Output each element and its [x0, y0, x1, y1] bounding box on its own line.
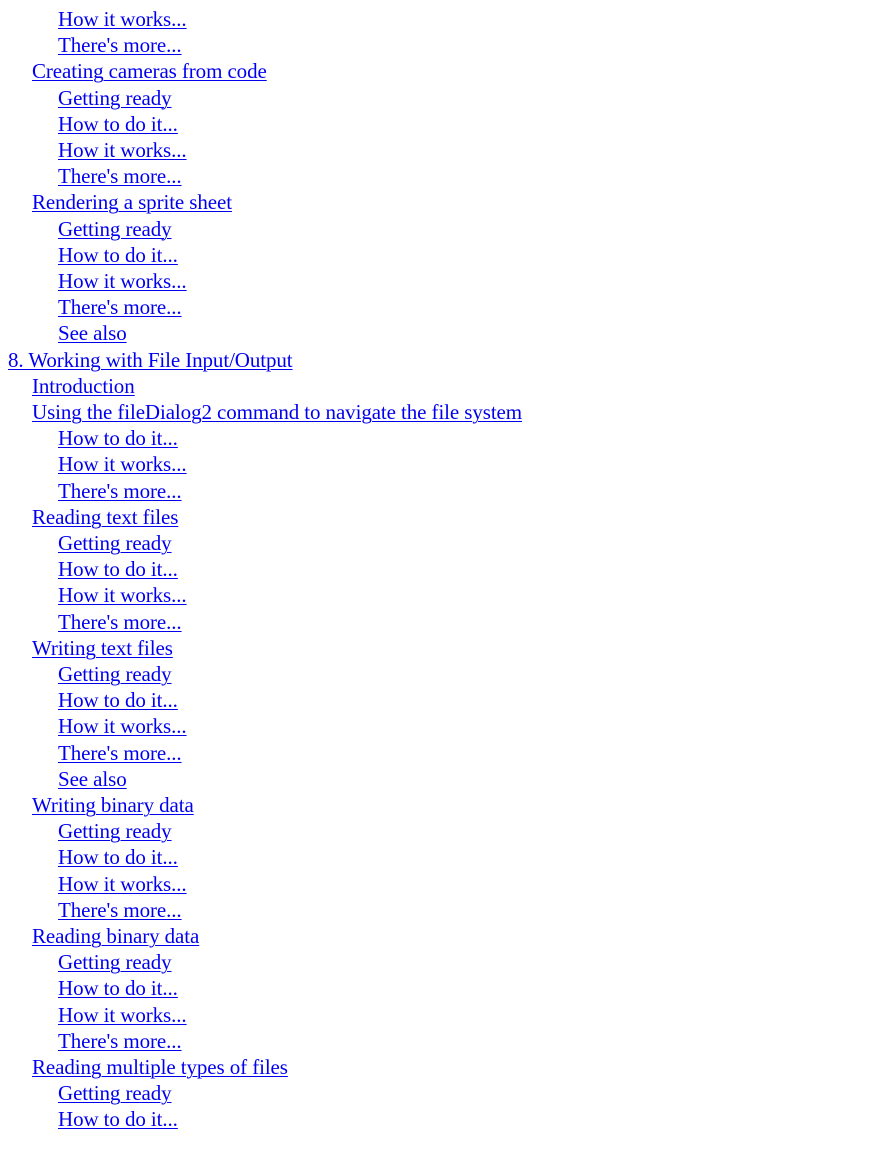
toc-subsection-link[interactable]: See also: [58, 766, 127, 791]
toc-section-link[interactable]: Introduction: [32, 373, 135, 398]
toc-subsection-link[interactable]: Getting ready: [58, 216, 172, 241]
toc-subsection-link[interactable]: How it works...: [58, 138, 187, 162]
toc-section-link[interactable]: Rendering a sprite sheet: [32, 190, 232, 215]
toc-subsection-link[interactable]: How it works...: [58, 269, 187, 293]
toc-subsection-link[interactable]: How to do it...: [58, 557, 178, 582]
toc-subsection-link[interactable]: How to do it...: [58, 426, 178, 451]
toc-subsection-link[interactable]: How it works...: [58, 871, 187, 896]
toc-subsection-link[interactable]: There's more...: [58, 164, 182, 189]
toc-subsection-link[interactable]: There's more...: [58, 1028, 182, 1053]
toc-subsection-link[interactable]: Getting ready: [58, 531, 172, 555]
toc-section-link[interactable]: Writing text files: [32, 635, 173, 660]
toc-subsection-link[interactable]: There's more...: [58, 33, 182, 58]
toc-subsection-link[interactable]: There's more...: [58, 295, 182, 320]
toc-section-link[interactable]: Reading multiple types of files: [32, 1055, 288, 1079]
toc-subsection-link[interactable]: How it works...: [58, 7, 187, 31]
toc-subsection-link[interactable]: Getting ready: [58, 85, 172, 110]
toc-subsection-link[interactable]: How to do it...: [58, 1107, 178, 1132]
toc-subsection-link[interactable]: Getting ready: [58, 1081, 172, 1106]
toc-subsection-link[interactable]: There's more...: [58, 740, 182, 765]
toc-subsection-link[interactable]: There's more...: [58, 478, 182, 503]
toc-chapter-link[interactable]: 8. Working with File Input/Output: [8, 347, 293, 372]
toc-subsection-link[interactable]: Getting ready: [58, 950, 172, 975]
toc-section-link[interactable]: Creating cameras from code: [32, 59, 267, 84]
toc-subsection-link[interactable]: How it works...: [58, 1002, 187, 1027]
toc-subsection-link[interactable]: Getting ready: [58, 662, 172, 686]
toc-subsection-link[interactable]: How to do it...: [58, 242, 178, 267]
toc-section-link[interactable]: Reading text files: [32, 504, 179, 529]
toc-subsection-link[interactable]: How it works...: [58, 452, 187, 477]
toc-subsection-link[interactable]: There's more...: [58, 897, 182, 922]
toc-subsection-link[interactable]: How to do it...: [58, 688, 178, 713]
toc-subsection-link[interactable]: See also: [58, 321, 127, 346]
toc-subsection-link[interactable]: How to do it...: [58, 976, 178, 1001]
toc-subsection-link[interactable]: How it works...: [58, 583, 187, 608]
toc-section-link[interactable]: Using the fileDialog2 command to navigate the file system: [32, 400, 523, 424]
toc-subsection-link[interactable]: How to do it...: [58, 111, 178, 136]
toc-subsection-link[interactable]: There's more...: [58, 609, 182, 634]
toc-subsection-link[interactable]: How to do it...: [58, 845, 178, 870]
toc-section-link[interactable]: Reading binary data: [32, 924, 200, 948]
toc-subsection-link[interactable]: Getting ready: [58, 819, 172, 844]
toc-section-link[interactable]: Writing binary data: [32, 793, 194, 817]
toc-subsection-link[interactable]: How it works...: [58, 714, 187, 739]
